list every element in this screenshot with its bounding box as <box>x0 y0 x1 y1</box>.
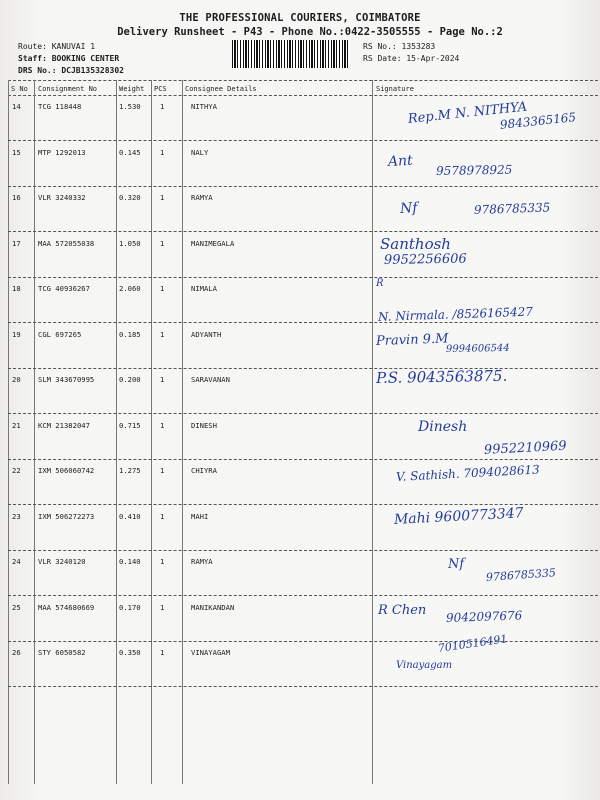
cell-pcs: 1 <box>160 602 165 612</box>
cell-weight: 0.145 <box>119 147 141 157</box>
row-divider <box>8 322 598 323</box>
route-label: Route: KANUVAI 1 <box>18 42 96 51</box>
cell-consignee: MANIMEGALA <box>191 238 235 248</box>
col-header-consignee: Consignee Details <box>185 85 257 93</box>
handwritten-signature: 9786785335 <box>473 200 551 217</box>
cell-pcs: 1 <box>160 238 165 248</box>
cell-pcs: 1 <box>160 147 165 157</box>
row-divider <box>8 140 598 141</box>
row-divider <box>8 504 598 505</box>
col-header-signature: Signature <box>376 85 414 93</box>
cell-consignment: VLR 3240120 <box>38 557 86 566</box>
col-header-sno: S No <box>11 85 28 93</box>
table-row <box>0 462 600 511</box>
cell-consignee: MANIKANDAN <box>191 602 235 612</box>
cell-consignee: NITHYA <box>191 102 217 111</box>
cell-consignee: VINAYAGAM <box>191 648 230 657</box>
col-header-pcs: PCS <box>154 85 167 93</box>
cell-consignee: ADYANTH <box>191 329 222 339</box>
row-divider <box>8 459 598 460</box>
cell-sno: 25 <box>12 602 21 612</box>
handwritten-signature: 9042097676 <box>445 607 523 625</box>
drs-number: DRS No.: DCJB135328302 <box>18 66 124 75</box>
handwritten-signature: V. Sathish. 7094028613 <box>395 462 540 484</box>
cell-consignment: MAA 574680669 <box>38 602 95 612</box>
cell-sno: 23 <box>12 511 21 521</box>
table-row <box>0 603 600 648</box>
cell-consignee: RAMYA <box>191 557 213 566</box>
cell-sno: 20 <box>12 375 21 384</box>
cell-weight: 0.140 <box>119 557 141 566</box>
cell-weight: 2.060 <box>119 284 141 293</box>
cell-weight: 0.320 <box>119 193 141 202</box>
table-row <box>0 278 600 329</box>
cell-pcs: 1 <box>160 466 165 475</box>
table-row <box>0 418 600 466</box>
cell-consignee: MAHI <box>191 511 209 521</box>
table-row <box>0 632 600 693</box>
row-divider <box>8 231 598 232</box>
cell-pcs: 1 <box>160 420 165 430</box>
handwritten-signature: Santhosh <box>380 234 451 253</box>
cell-consignment: SLM 343670995 <box>38 375 95 384</box>
header-top-divider <box>8 80 598 81</box>
table-row <box>0 193 600 238</box>
row-divider <box>8 595 598 596</box>
cell-consignee: DINESH <box>191 420 217 430</box>
handwritten-signature: R Chen <box>378 602 427 618</box>
header-bottom-divider <box>8 95 598 96</box>
cell-pcs: 1 <box>160 375 165 384</box>
handwritten-signature: Pravin 9.M <box>375 330 449 349</box>
handwritten-signature: 9994606544 <box>445 342 510 355</box>
table-row <box>0 330 600 375</box>
cell-sno: 18 <box>12 284 21 293</box>
cell-sno: 26 <box>12 648 21 657</box>
cell-weight: 0.410 <box>119 511 141 521</box>
cell-weight: 0.170 <box>119 602 141 612</box>
row-divider <box>8 277 598 278</box>
cell-sno: 15 <box>12 147 21 157</box>
table-row <box>0 148 600 193</box>
handwritten-signature: Mahi 9600773347 <box>393 504 524 528</box>
col-header-consignment: Consignment No <box>38 85 98 93</box>
handwritten-signature: Dinesh <box>418 418 468 435</box>
rs-number: RS No.: 1353283 <box>363 42 436 51</box>
cell-sno: 24 <box>12 557 21 566</box>
handwritten-signature: Vinayagam <box>396 660 453 671</box>
rs-date: RS Date: 15-Apr-2024 <box>363 54 460 63</box>
cell-sno: 22 <box>12 466 21 475</box>
cell-weight: 0.185 <box>119 329 141 339</box>
cell-pcs: 1 <box>160 511 165 521</box>
runsheet-subtitle: Delivery Runsheet - P43 - Phone No.:0422-3505555 - Page No.:2 <box>117 26 503 38</box>
cell-sno: 19 <box>12 329 21 339</box>
cell-sno: 16 <box>12 193 21 202</box>
cell-weight: 1.530 <box>119 102 141 111</box>
handwritten-signature: 9786785335 <box>485 566 557 584</box>
handwritten-signature: N. Nirmala. /8526165427 <box>377 304 534 324</box>
handwritten-signature: 7010516491 <box>437 632 509 655</box>
cell-weight: 0.200 <box>119 375 141 384</box>
handwritten-signature: 9952256606 <box>383 251 467 268</box>
cell-weight: 1.275 <box>119 466 141 475</box>
cell-consignee: SARAVANAN <box>191 375 230 384</box>
cell-consignment: MAA 572055038 <box>38 238 95 248</box>
table-row <box>0 557 600 602</box>
cell-sno: 14 <box>12 102 21 111</box>
handwritten-signature: Rep.M N. NITHYA <box>407 99 528 127</box>
handwritten-signature: 9578978925 <box>435 162 513 178</box>
cell-pcs: 1 <box>160 102 165 111</box>
company-title: THE PROFESSIONAL COURIERS, COIMBATORE <box>179 12 421 24</box>
row-divider <box>8 368 598 369</box>
cell-consignee: CHIYRA <box>191 466 217 475</box>
cell-consignee: NIMALA <box>191 284 217 293</box>
cell-weight: 1.050 <box>119 238 141 248</box>
cell-sno: 21 <box>12 420 21 430</box>
table-row <box>0 504 600 557</box>
cell-consignment: CGL 697265 <box>38 329 82 339</box>
row-divider <box>8 686 598 687</box>
col-header-weight: Weight <box>119 85 145 93</box>
cell-pcs: 1 <box>160 557 165 566</box>
cell-sno: 17 <box>12 238 21 248</box>
cell-consignment: IXM 506272273 <box>38 511 95 521</box>
row-divider <box>8 641 598 642</box>
cell-pcs: 1 <box>160 284 165 293</box>
staff-label: Staff: BOOKING CENTER <box>18 54 120 63</box>
row-divider <box>8 186 598 187</box>
handwritten-signature: 9952210969 <box>483 438 567 458</box>
handwritten-signature: P.S. 9043563875. <box>375 366 508 387</box>
cell-consignee: RAMYA <box>191 193 213 202</box>
barcode <box>232 40 350 68</box>
row-divider <box>8 550 598 551</box>
handwritten-signature: Nf <box>447 556 465 572</box>
cell-weight: 0.350 <box>119 648 141 657</box>
cell-weight: 0.715 <box>119 420 141 430</box>
cell-pcs: 1 <box>160 193 165 202</box>
table-row <box>0 366 600 420</box>
cell-consignment: STY 6050582 <box>38 648 86 657</box>
handwritten-signature: 9843365165 <box>499 110 577 132</box>
cell-consignment: VLR 3240332 <box>38 193 86 202</box>
table-row <box>0 234 600 284</box>
cell-consignee: NALY <box>191 147 209 157</box>
handwritten-signature: R <box>376 278 384 289</box>
cell-consignment: TCG 118448 <box>38 102 82 111</box>
cell-consignment: IXM 506060742 <box>38 466 95 475</box>
cell-consignment: TCG 40936267 <box>38 284 90 293</box>
cell-pcs: 1 <box>160 648 165 657</box>
handwritten-signature: Ant <box>387 152 414 170</box>
table-row <box>0 99 600 147</box>
handwritten-signature: Nf <box>399 200 418 217</box>
cell-consignment: MTP 1292013 <box>38 147 86 157</box>
row-divider <box>8 413 598 414</box>
cell-consignment: KCM 21382047 <box>38 420 90 430</box>
cell-pcs: 1 <box>160 329 165 339</box>
